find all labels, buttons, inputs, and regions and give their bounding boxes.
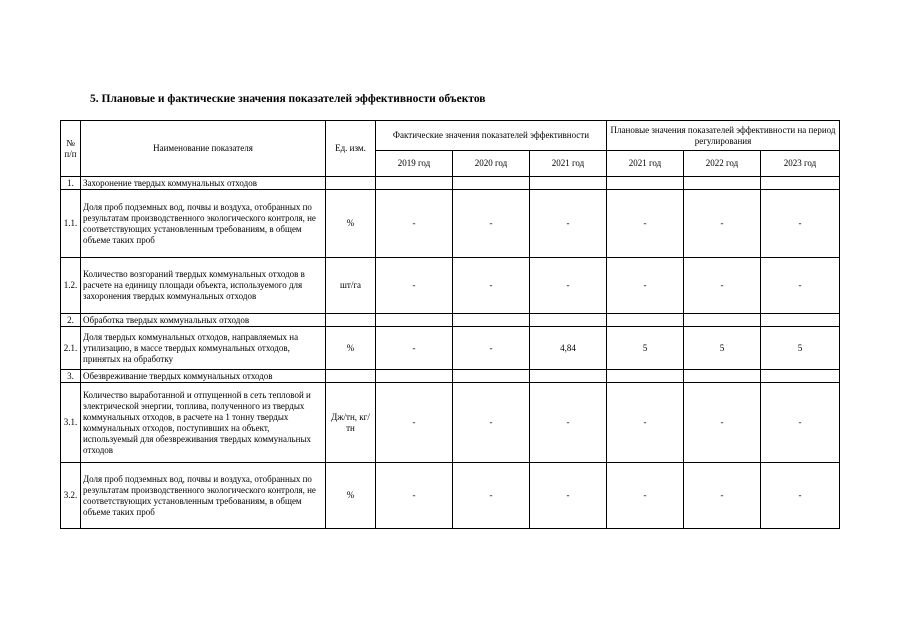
table-row: [61, 383, 840, 463]
row-number: 1.2.: [61, 258, 81, 314]
value-cell: [453, 314, 530, 327]
header-actual-group: Фактические значения показателей эффективности: [376, 121, 607, 151]
header-year: 2021 год: [607, 151, 684, 177]
value-cell: -: [530, 190, 607, 258]
value-cell: -: [607, 463, 684, 529]
value-cell: -: [376, 190, 453, 258]
indicator-name: Количество выработанной и отпущенной в сеть тепловой и электрической энергии, топлива, полученного из твердых коммунальных отходов, в расчете на 1 тонну твердых коммунальных отходов, поступивших на объект, используемый для обезвреживания твердых коммунальных отходов: [81, 383, 326, 463]
value-cell: -: [530, 258, 607, 314]
unit-cell: [326, 177, 376, 190]
header-unit: Ед. изм.: [326, 121, 376, 177]
section-title: Обезвреживание твердых коммунальных отходов: [81, 370, 326, 383]
header-year: 2023 год: [761, 151, 840, 177]
value-cell: [761, 370, 840, 383]
value-cell: -: [761, 190, 840, 258]
header-year: 2022 год: [684, 151, 761, 177]
value-cell: -: [761, 383, 840, 463]
unit-cell: %: [326, 463, 376, 529]
value-cell: -: [684, 463, 761, 529]
value-cell: -: [761, 463, 840, 529]
unit-cell: Дж/тн, кг/тн: [326, 383, 376, 463]
indicators-table: [60, 120, 840, 529]
value-cell: [376, 370, 453, 383]
value-cell: -: [376, 463, 453, 529]
row-number: 3.2.: [61, 463, 81, 529]
unit-cell: [326, 370, 376, 383]
row-number: 2.: [61, 314, 81, 327]
section-title: Обработка твердых коммунальных отходов: [81, 314, 326, 327]
value-cell: [376, 314, 453, 327]
value-cell: -: [607, 258, 684, 314]
value-cell: [376, 177, 453, 190]
row-number: 1.: [61, 177, 81, 190]
indicator-name: Количество возгораний твердых коммунальных отходов в расчете на единицу площади объекта, используемого для захоронения твердых коммунальных отходов: [81, 258, 326, 314]
row-number: 1.1.: [61, 190, 81, 258]
value-cell: 4,84: [530, 327, 607, 370]
value-cell: -: [761, 258, 840, 314]
value-cell: [684, 314, 761, 327]
value-cell: [530, 314, 607, 327]
header-year: 2020 год: [453, 151, 530, 177]
value-cell: -: [376, 258, 453, 314]
header-plan-group: Плановые значения показателей эффективности на период регулирования: [607, 121, 840, 151]
value-cell: [530, 370, 607, 383]
section-row: [61, 370, 840, 383]
row-number: 2.1.: [61, 327, 81, 370]
value-cell: 5: [761, 327, 840, 370]
row-number: 3.: [61, 370, 81, 383]
indicator-name: Доля проб подземных вод, почвы и воздуха, отобранных по результатам производственного экологического контроля, не соответствующих установленным требованиям, в общем объеме таких проб: [81, 190, 326, 258]
value-cell: [607, 177, 684, 190]
indicator-name: Доля твердых коммунальных отходов, направляемых на утилизацию, в массе твердых коммунальных отходов, принятых на обработку: [81, 327, 326, 370]
unit-cell: [326, 314, 376, 327]
table-row: [61, 327, 840, 370]
value-cell: -: [607, 383, 684, 463]
value-cell: [684, 177, 761, 190]
section-row: [61, 177, 840, 190]
header-year: 2019 год: [376, 151, 453, 177]
value-cell: 5: [607, 327, 684, 370]
value-cell: -: [530, 383, 607, 463]
unit-cell: шт/га: [326, 258, 376, 314]
value-cell: [684, 370, 761, 383]
table-row: [61, 190, 840, 258]
value-cell: -: [684, 258, 761, 314]
value-cell: -: [453, 383, 530, 463]
indicator-name: Доля проб подземных вод, почвы и воздуха, отобранных по результатам производственного экологического контроля, не соответствующих установленным требованиям, в общем объеме таких проб: [81, 463, 326, 529]
value-cell: -: [684, 190, 761, 258]
row-number: 3.1.: [61, 383, 81, 463]
value-cell: [761, 177, 840, 190]
header-num: № п/п: [61, 121, 81, 177]
value-cell: -: [453, 463, 530, 529]
value-cell: -: [376, 327, 453, 370]
table-row: [61, 463, 840, 529]
value-cell: -: [453, 327, 530, 370]
value-cell: [761, 314, 840, 327]
value-cell: -: [530, 463, 607, 529]
value-cell: -: [376, 383, 453, 463]
value-cell: [453, 177, 530, 190]
value-cell: -: [453, 258, 530, 314]
value-cell: -: [607, 190, 684, 258]
value-cell: [453, 370, 530, 383]
header-name: Наименование показателя: [81, 121, 326, 177]
value-cell: [607, 314, 684, 327]
section-row: [61, 314, 840, 327]
unit-cell: %: [326, 190, 376, 258]
table-body: [61, 177, 840, 529]
value-cell: [607, 370, 684, 383]
value-cell: 5: [684, 327, 761, 370]
value-cell: [530, 177, 607, 190]
value-cell: -: [453, 190, 530, 258]
header-year: 2021 год: [530, 151, 607, 177]
table-row: [61, 258, 840, 314]
value-cell: -: [684, 383, 761, 463]
unit-cell: %: [326, 327, 376, 370]
section-heading: 5. Плановые и фактические значения показателей эффективности объектов: [90, 93, 486, 105]
section-title: Захоронение твердых коммунальных отходов: [81, 177, 326, 190]
